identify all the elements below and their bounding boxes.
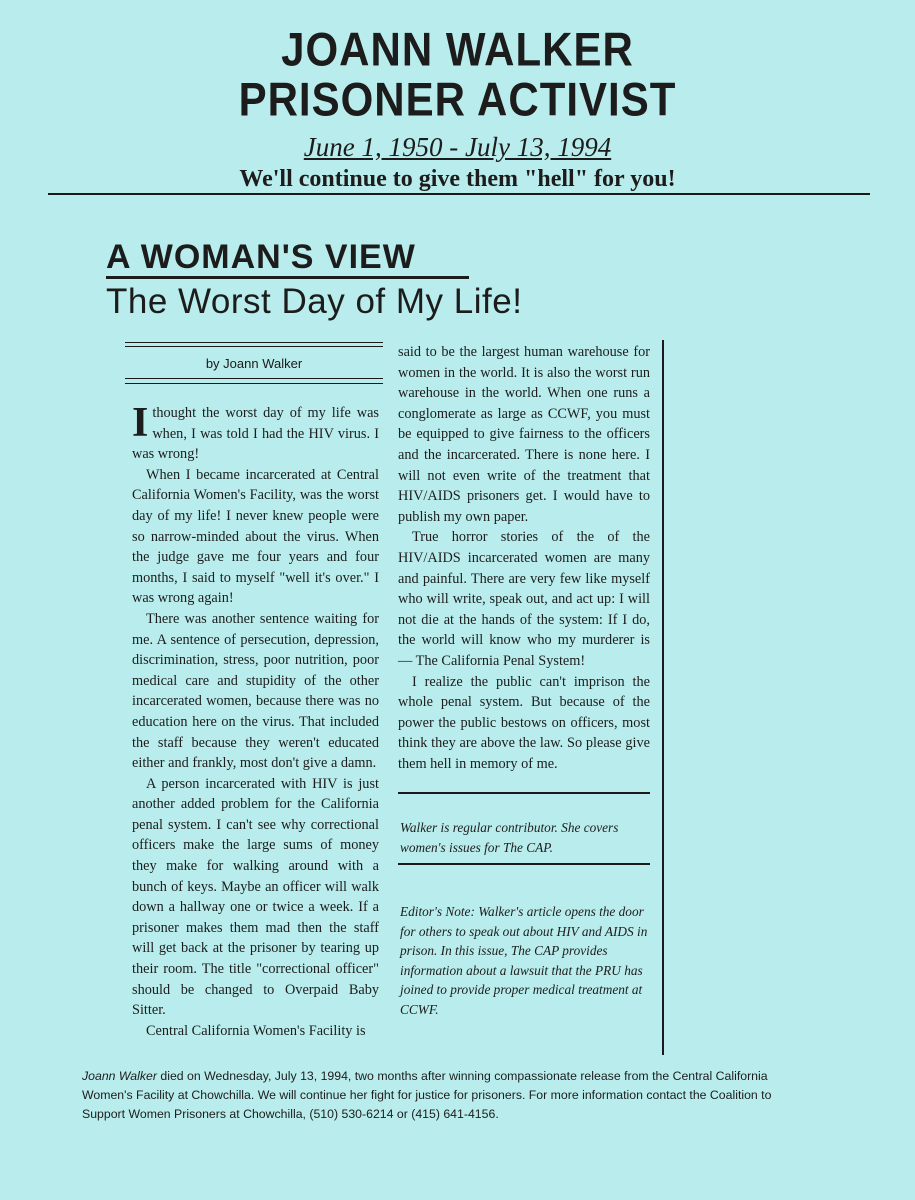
article-column-left (132, 400, 379, 1041)
column-divider (662, 340, 664, 1055)
byline-rule (125, 383, 383, 384)
editor-note: Editor's Note: Walker's article opens the door for others to speak out about HIV and AIDS in prison. In this issue, The CAP provides information about a lawsuit that the PRU has joined to provide proper medical treatment at CCWF. (400, 904, 648, 1017)
memorial-name: JOANN WALKER (281, 23, 634, 76)
article-paragraph: When I became incarcerated at Central California Women's Facility, was the worst day of my life! I never knew people were so narrow-minded about the virus. When the judge gave me four years and four months, I said to myself "well it's over." I was wrong again! (132, 466, 379, 607)
life-dates: June 1, 1950 - July 13, 1994 (303, 132, 612, 162)
article-paragraph: Central California Women's Facility is (146, 1022, 366, 1039)
section-underline (106, 276, 469, 279)
note-rule (398, 863, 650, 865)
article-paragraph: Ithought the worst day of my life was when, I was told I had the HIV virus. I was wrong! (132, 400, 379, 463)
memorial-role: PRISONER ACTIVIST (238, 73, 677, 126)
contributor-note: Walker is regular contributor. She covers women's issues for The CAP. (400, 820, 619, 855)
byline: by Joann Walker (205, 356, 303, 371)
footer-note (82, 1067, 802, 1124)
article-paragraph: I realize the public can't imprison the whole penal system. But because of the power the public bestows on officers, most think they are above the law. So please give them hell in memory of me. (398, 673, 650, 772)
article-paragraph: True horror stories of the of the HIV/AIDS incarcerated women are many and painful. There are very few like myself who will write, speak out, and act up: I will not die at the hands of the system: If I do, the world will know who my murderer is — The California Penal System! (398, 529, 650, 669)
byline-rule (125, 346, 383, 347)
article-column-right (398, 342, 650, 774)
article-headline: The Worst Day of My Life! (106, 282, 523, 321)
footer-name: Joann Walker (82, 1069, 157, 1083)
memorial-motto: We'll continue to give them "hell" for you! (239, 166, 676, 192)
header-divider (48, 193, 870, 195)
article-paragraph-continued: said to be the largest human warehouse for women in the world. It is also the worst run warehouse in the world. When one runs a conglomerate as large as CCWF, you must be equipped to give fairness to the officers and the incarcerated. There is none here. I will not even write of the treatment that HIV/AIDS prisoners get. I would have to publish my own paper. (398, 344, 650, 525)
article-paragraph: There was another sentence waiting for me. A sentence of persecution, depression, discrimination, stress, poor nutrition, poor medical care and stupidity of the other incarcerated women, because there was no education here on the virus. That included the staff because they weren't educated either and frankly, most don't give a damn. (132, 610, 379, 772)
byline-rule (125, 342, 383, 343)
drop-cap: I (132, 400, 149, 446)
byline-rule (125, 378, 383, 379)
footer-text: died on Wednesday, July 13, 1994, two months after winning compassionate release from the Central California Women's Facility at Chowchilla. We will continue her fight for justice for prisoners. For more information contact the Coalition to Support Women Prisoners at Chowchilla, (510) 530-6214 or (415) 641-4156. (82, 1069, 772, 1121)
section-title: A WOMAN'S VIEW (106, 238, 416, 276)
article-paragraph: A person incarcerated with HIV is just another added problem for the California penal system. I can't see why correctional officers make the large sums of money they make for walking around with a bunch of keys. Maybe an officer will walk down a hallway one or twice a week. If a prisoner makes them mad then the staff will get back at the prisoner by tearing up their room. The title "correctional officer" should be changed to Overpaid Baby Sitter. (132, 775, 379, 1019)
note-rule (398, 792, 650, 794)
